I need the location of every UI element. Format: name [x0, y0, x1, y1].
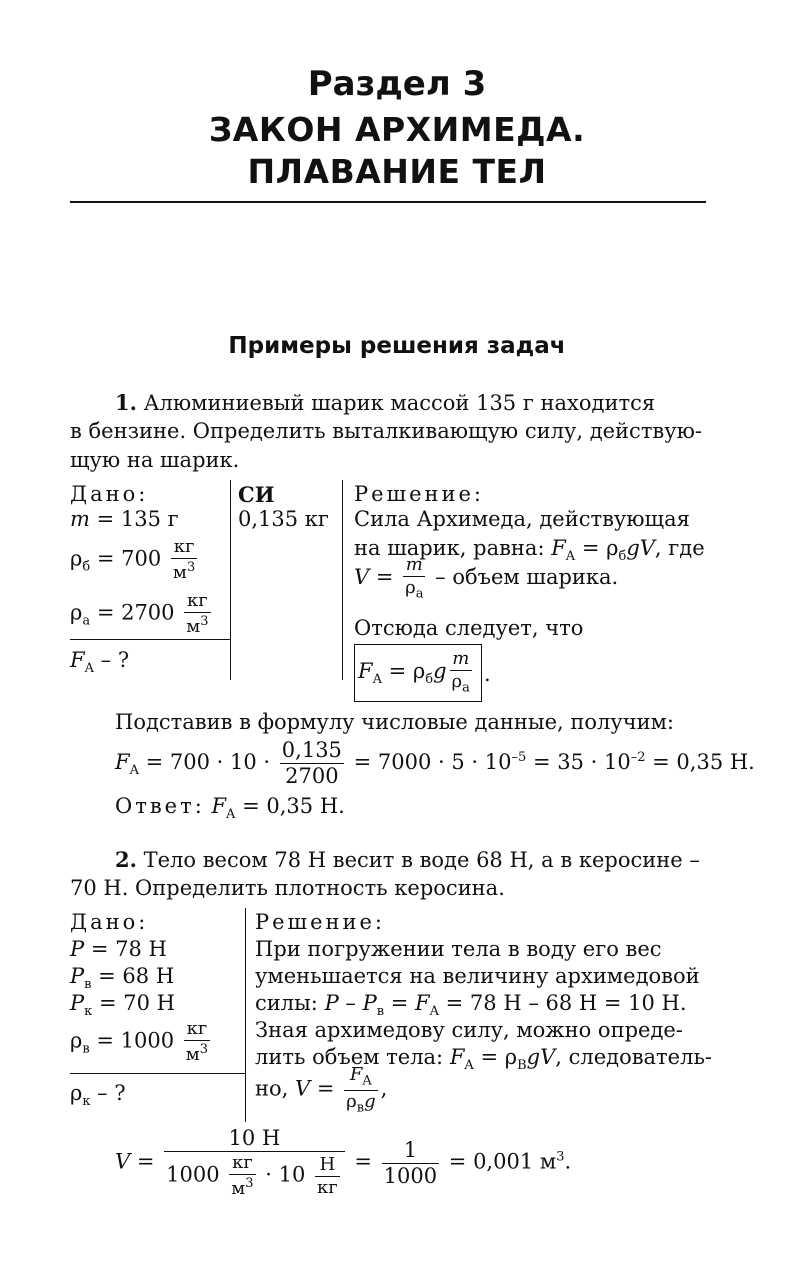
- p1-boxed-formula: $F_A = \rho_бg$ $\frac{m}{\rho_а}$: [358, 648, 470, 696]
- p1-solution-line1: Сила Архимеда, действующая: [354, 507, 690, 531]
- section-subtitle: Примеры решения задач: [228, 333, 566, 359]
- p2-weight-kerosene: $P_к = 70$ Н: [70, 991, 175, 1020]
- p1-si-label: СИ: [238, 482, 275, 507]
- p1-solution-label: Решение:: [354, 482, 485, 506]
- header-rule: [70, 201, 706, 203]
- p2-rho-water: $\rho_в = 1000$ $\frac{кг}{м^3}$: [70, 1018, 209, 1065]
- p2-solution-line4: Зная архимедову силу, можно опреде-: [255, 1018, 683, 1042]
- p1-si-value: 0,135 кг: [238, 507, 329, 531]
- p1-rho-a: $\rho_а = 2700$ $\frac{кг}{м^3}$: [70, 590, 209, 637]
- p2-solution-line2: уменьшается на величину архимедовой: [255, 964, 700, 988]
- p1-table-divider-1: [230, 480, 231, 680]
- p1-given-underline: [70, 639, 231, 640]
- p1-statement-line2: в бензине. Определить выталкивающую силу, действую-: [70, 419, 702, 443]
- p2-statement-line1: 2. Тело весом 78 Н весит в воде 68 Н, а в керосине –: [115, 847, 700, 872]
- p2-weight: P = 78 Н: [70, 937, 167, 961]
- p2-table-divider: [245, 908, 246, 1122]
- p2-solution-line1: При погружении тела в воду его вес: [255, 937, 662, 961]
- p1-calculation: $F_A = 700 \cdot 10$ · $\frac{0,135}{2700}$ = $7000 \cdot 5 \cdot 10^{-5} = 35 \cdot 10^{-2} = 0,35$ Н.: [115, 738, 755, 788]
- p2-final-calculation: V = 10 Н 1000 $\frac{кг}{м^3}$ · 10 $\frac{Н}{кг}$ = $\frac{1}{1000}$ = 0,001 $м^3$.: [115, 1126, 572, 1199]
- p1-statement-line1: 1. Алюминиевый шарик массой 135 г находится: [115, 390, 656, 415]
- p1-solution-line2: на шарик, равна: $F_A = \rho_бgV$, где: [354, 536, 705, 565]
- p1-table-divider-2: [342, 480, 343, 680]
- section-number: Раздел 3: [307, 64, 487, 104]
- p1-mass: m = 135 г: [70, 507, 179, 531]
- p2-solution-label: Решение:: [255, 910, 386, 934]
- p1-answer: Ответ: $F_A = 0,35$ Н.: [115, 794, 345, 823]
- chapter-title-line2: ПЛАВАНИЕ ТЕЛ: [247, 152, 547, 191]
- p1-rho-b: $\rho_б = 700$ $\frac{кг}{м^3}$: [70, 536, 196, 583]
- p1-boxed-period: .: [484, 662, 491, 686]
- p2-given-underline: [70, 1073, 246, 1074]
- p2-statement-line2: 70 Н. Определить плотность керосина.: [70, 876, 505, 900]
- p1-substitution: Подставив в формулу числовые данные, получим:: [115, 710, 675, 734]
- p1-statement-line3: щую на шарик.: [70, 448, 240, 472]
- p2-given-label: Дано:: [70, 910, 149, 934]
- p1-find: $F_A$ – ?: [70, 648, 130, 677]
- p1-solution-line3: V = $\frac{m}{\rho_а}$ – объем шарика.: [354, 554, 619, 602]
- p2-weight-water: $P_в = 68$ Н: [70, 964, 175, 993]
- p1-given-label: Дано:: [70, 482, 149, 506]
- p2-solution-line3: силы: $P - P_в = F_A = 78$ Н – 68 Н = 10 Н.: [255, 991, 687, 1020]
- p1-solution-line4: Отсюда следует, что: [354, 616, 584, 640]
- p2-solution-line6: но, V = $\frac{F_A}{\rho_вg}$ ,: [255, 1064, 388, 1116]
- chapter-title-line1: ЗАКОН АРХИМЕДА.: [208, 110, 586, 149]
- p2-find: $\rho_к$ – ?: [70, 1081, 126, 1110]
- p2-solution-line5: лить объем тела: $F_A = \rho_BgV$, следователь-: [255, 1045, 712, 1074]
